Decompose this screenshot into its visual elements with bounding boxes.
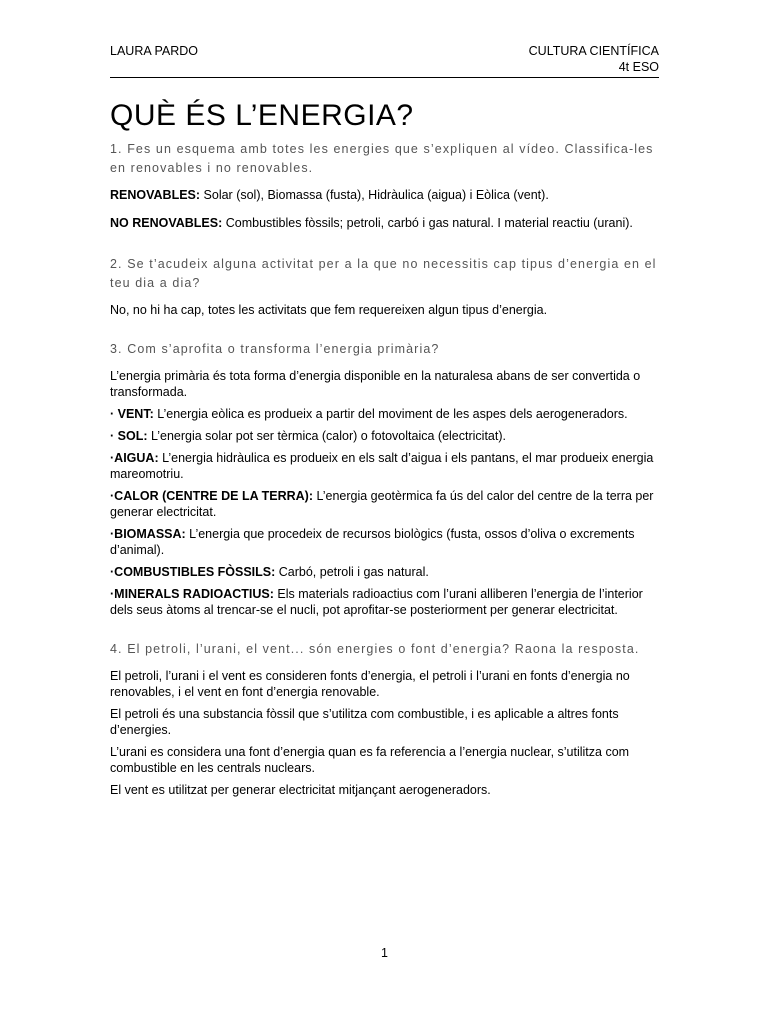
item-text: L’energia eòlica es produeix a partir del moviment de les aspes dels aerogeneradors.	[153, 407, 628, 421]
term-wind: · VENT:	[110, 407, 154, 421]
list-item	[110, 406, 659, 422]
answer-3-intro: L’energia primària és tota forma d’energia disponible en la naturalesa abans de ser convertida o transformada.	[110, 369, 641, 399]
question-3: 3. Com s’aprofita o transforma l’energia primària?	[110, 342, 440, 356]
item-text: L’energia hidràulica es produeix en els salt d’aigua i els pantans, el mar produeix energia mareomotriu.	[110, 451, 654, 481]
header-author: LAURA PARDO	[110, 44, 198, 58]
header-grade: 4t ESO	[618, 60, 659, 74]
list-item	[110, 564, 659, 580]
page-header	[110, 43, 659, 78]
term-renewables: RENOVABLES:	[110, 188, 201, 202]
list-item	[110, 450, 659, 482]
item-text: L’energia geotèrmica fa ús del calor del centre de la terra per generar electricitat.	[110, 489, 654, 519]
answer-2: No, no hi ha cap, totes les activitats que fem requereixen algun tipus d’energia.	[110, 303, 548, 317]
answer-renewables	[110, 187, 659, 203]
text-renewables: Solar (sol), Biomassa (fusta), Hidràulica (aigua) i Eòlica (vent).	[200, 188, 549, 202]
answer-4-paragraph: El petroli és una substancia fòssil que s’utilitza com combustible, i es aplicable a altres fonts d’energies.	[110, 707, 619, 737]
term-fossil-fuels: ·COMBUSTIBLES FÒSSILS:	[110, 565, 276, 579]
term-water: ·AIGUA:	[110, 451, 159, 465]
list-item	[110, 526, 659, 558]
question-1: 1. Fes un esquema amb totes les energies que s’expliquen al vídeo. Classifica-les en renovables i no renovables.	[110, 142, 654, 175]
item-text: L’energia solar pot ser tèrmica (calor) o fotovoltaica (electricitat).	[147, 429, 506, 443]
term-radioactive: ·MINERALS RADIOACTIUS:	[110, 587, 274, 601]
term-heat: ·CALOR (CENTRE DE LA TERRA):	[110, 489, 313, 503]
question-4: 4. El petroli, l’urani, el vent... són energies o font d’energia? Raona la resposta.	[110, 642, 640, 656]
question-2: 2. Se t’acudeix alguna activitat per a la que no necessitis cap tipus d’energia en el teu dia a dia?	[110, 257, 657, 290]
text-nonrenewables: Combustibles fòssils; petroli, carbó i gas natural. I material reactiu (urani).	[222, 216, 633, 230]
page-number: 1	[381, 946, 388, 960]
answer-nonrenewables	[110, 215, 659, 231]
term-nonrenewables: NO RENOVABLES:	[110, 216, 223, 230]
list-item	[110, 428, 659, 444]
answer-4-paragraph: El vent es utilitzat per generar electricitat mitjançant aerogeneradors.	[110, 783, 491, 797]
item-text: Carbó, petroli i gas natural.	[275, 565, 429, 579]
term-sun: · SOL:	[110, 429, 148, 443]
item-text: L’energia que procedeix de recursos biològics (fusta, ossos d’oliva o excrements d’animal).	[110, 527, 635, 557]
list-item	[110, 488, 659, 520]
answer-4-paragraph: L’urani es considera una font d’energia quan es fa referencia a l’energia nuclear, s’utilitza com combustible en les centrals nuclears.	[110, 745, 630, 775]
term-biomass: ·BIOMASSA:	[110, 527, 186, 541]
item-text: Els materials radioactius com l’urani alliberen l’energia de l’interior dels seus àtoms al trencar-se el nucli, pot aprofitar-se posteriorment per generar electricitat.	[110, 587, 643, 617]
header-subject: CULTURA CIENTÍFICA	[528, 44, 659, 58]
answer-4-paragraph: El petroli, l’urani i el vent es consideren fonts d’energia, el petroli i l’urani en fonts d’energia no renovables, i el vent en font d’energia renovable.	[110, 669, 630, 699]
page-title: QUÈ ÉS L’ENERGIA?	[110, 99, 414, 132]
document-body	[110, 140, 659, 798]
list-item	[110, 586, 659, 618]
